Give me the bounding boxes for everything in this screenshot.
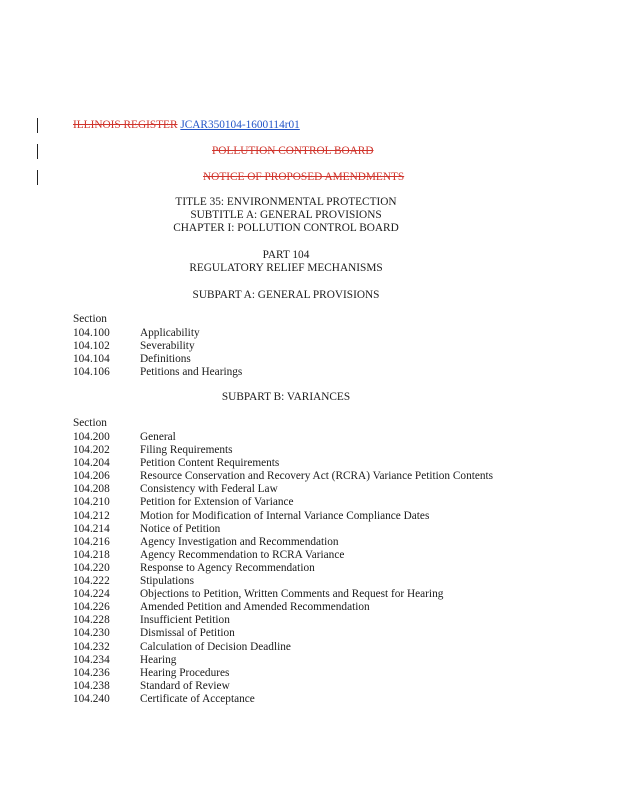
section-row [73, 444, 573, 457]
register-deleted-text: ILLINOIS REGISTER [73, 119, 178, 131]
section-row [73, 614, 573, 627]
section-row [73, 457, 573, 470]
section-title: Petitions and Hearings [140, 366, 243, 379]
section-row [73, 680, 573, 693]
section-title: Hearing Procedures [140, 666, 230, 679]
title-line: TITLE 35: ENVIRONMENTAL PROTECTION [175, 196, 397, 208]
section-row [73, 496, 573, 509]
section-title: Motion for Modification of Internal Variance Compliance Dates [140, 509, 430, 522]
section-number: 104.228 [73, 614, 110, 627]
section-row [73, 601, 573, 614]
section-number: 104.234 [73, 653, 110, 666]
register-header [73, 119, 300, 131]
section-title: Standard of Review [140, 679, 230, 692]
section-number: 104.240 [73, 692, 110, 705]
section-number: 104.220 [73, 561, 110, 574]
section-number: 104.208 [73, 483, 110, 496]
section-row [73, 353, 573, 366]
section-title: Petition Content Requirements [140, 457, 280, 470]
section-row [73, 627, 573, 640]
section-row [73, 641, 573, 654]
change-bar-2 [37, 144, 38, 159]
notice-header [203, 171, 404, 183]
section-row [73, 536, 573, 549]
section-row [73, 366, 573, 379]
section-row [73, 523, 573, 536]
chapter-line: CHAPTER I: POLLUTION CONTROL BOARD [173, 222, 399, 234]
section-title: General [140, 431, 176, 443]
section-number: 104.102 [73, 340, 110, 353]
section-number: 104.106 [73, 366, 110, 379]
section-title: Amended Petition and Amended Recommendation [140, 601, 370, 614]
section-title: Notice of Petition [140, 522, 221, 535]
subpart-a-section-list [73, 327, 573, 379]
subpart-a-heading: SUBPART A: GENERAL PROVISIONS [192, 289, 380, 301]
section-title: Stipulations [140, 575, 194, 588]
section-title: Calculation of Decision Deadline [140, 640, 291, 653]
board-header [212, 145, 374, 157]
section-title: Objections to Petition, Written Comments and Request for Hearing [140, 588, 444, 601]
change-bar-1 [37, 118, 38, 133]
subtitle-line: SUBTITLE A: GENERAL PROVISIONS [190, 209, 382, 221]
section-number: 104.104 [73, 353, 110, 366]
section-number: 104.222 [73, 575, 110, 588]
section-title: Applicability [140, 327, 200, 339]
section-number: 104.212 [73, 509, 110, 522]
section-title: Certificate of Acceptance [140, 692, 255, 705]
section-number: 104.202 [73, 444, 110, 457]
section-number: 104.100 [73, 327, 110, 339]
section-row [73, 588, 573, 601]
section-number: 104.236 [73, 666, 110, 679]
section-title: Agency Recommendation to RCRA Variance [140, 548, 345, 561]
section-row [73, 562, 573, 575]
part-name: REGULATORY RELIEF MECHANISMS [189, 262, 383, 274]
section-row [73, 667, 573, 680]
section-number: 104.218 [73, 548, 110, 561]
section-number: 104.224 [73, 588, 110, 601]
section-title: Resource Conservation and Recovery Act (RCRA) Variance Petition Contents [140, 470, 494, 483]
section-row [73, 654, 573, 667]
section-title: Severability [140, 340, 195, 353]
section-number: 104.210 [73, 496, 110, 509]
section-number: 104.232 [73, 640, 110, 653]
section-row [73, 431, 573, 444]
section-title: Hearing [140, 653, 177, 666]
part-number: PART 104 [262, 249, 310, 261]
change-bar-3 [37, 170, 38, 185]
subpart-b-section-list [73, 431, 573, 706]
section-title: Insufficient Petition [140, 614, 230, 627]
section-row [73, 693, 573, 706]
section-number: 104.200 [73, 431, 110, 443]
section-number: 104.226 [73, 601, 110, 614]
section-title: Filing Requirements [140, 444, 233, 457]
section-title: Petition for Extension of Variance [140, 496, 294, 509]
section-row [73, 483, 573, 496]
section-number: 104.230 [73, 627, 110, 640]
section-title: Consistency with Federal Law [140, 483, 278, 496]
subpart-a-section-label: Section [73, 313, 107, 325]
section-row [73, 510, 573, 523]
section-row [73, 575, 573, 588]
section-row [73, 549, 573, 562]
section-number: 104.216 [73, 535, 110, 548]
section-number: 104.206 [73, 470, 110, 483]
section-number: 104.204 [73, 457, 110, 470]
section-number: 104.238 [73, 679, 110, 692]
section-number: 104.214 [73, 522, 110, 535]
section-title: Dismissal of Petition [140, 627, 235, 640]
section-title: Definitions [140, 353, 191, 366]
register-inserted-text: JCAR350104-1600114r01 [180, 119, 300, 131]
section-row [73, 340, 573, 353]
section-title: Agency Investigation and Recommendation [140, 535, 339, 548]
board-deleted-text: POLLUTION CONTROL BOARD [212, 145, 374, 157]
subpart-b-section-label: Section [73, 417, 107, 429]
section-title: Response to Agency Recommendation [140, 561, 315, 574]
subpart-b-heading: SUBPART B: VARIANCES [221, 391, 351, 403]
section-row [73, 327, 573, 340]
notice-deleted-text: NOTICE OF PROPOSED AMENDMENTS [203, 171, 405, 183]
section-row [73, 470, 573, 483]
